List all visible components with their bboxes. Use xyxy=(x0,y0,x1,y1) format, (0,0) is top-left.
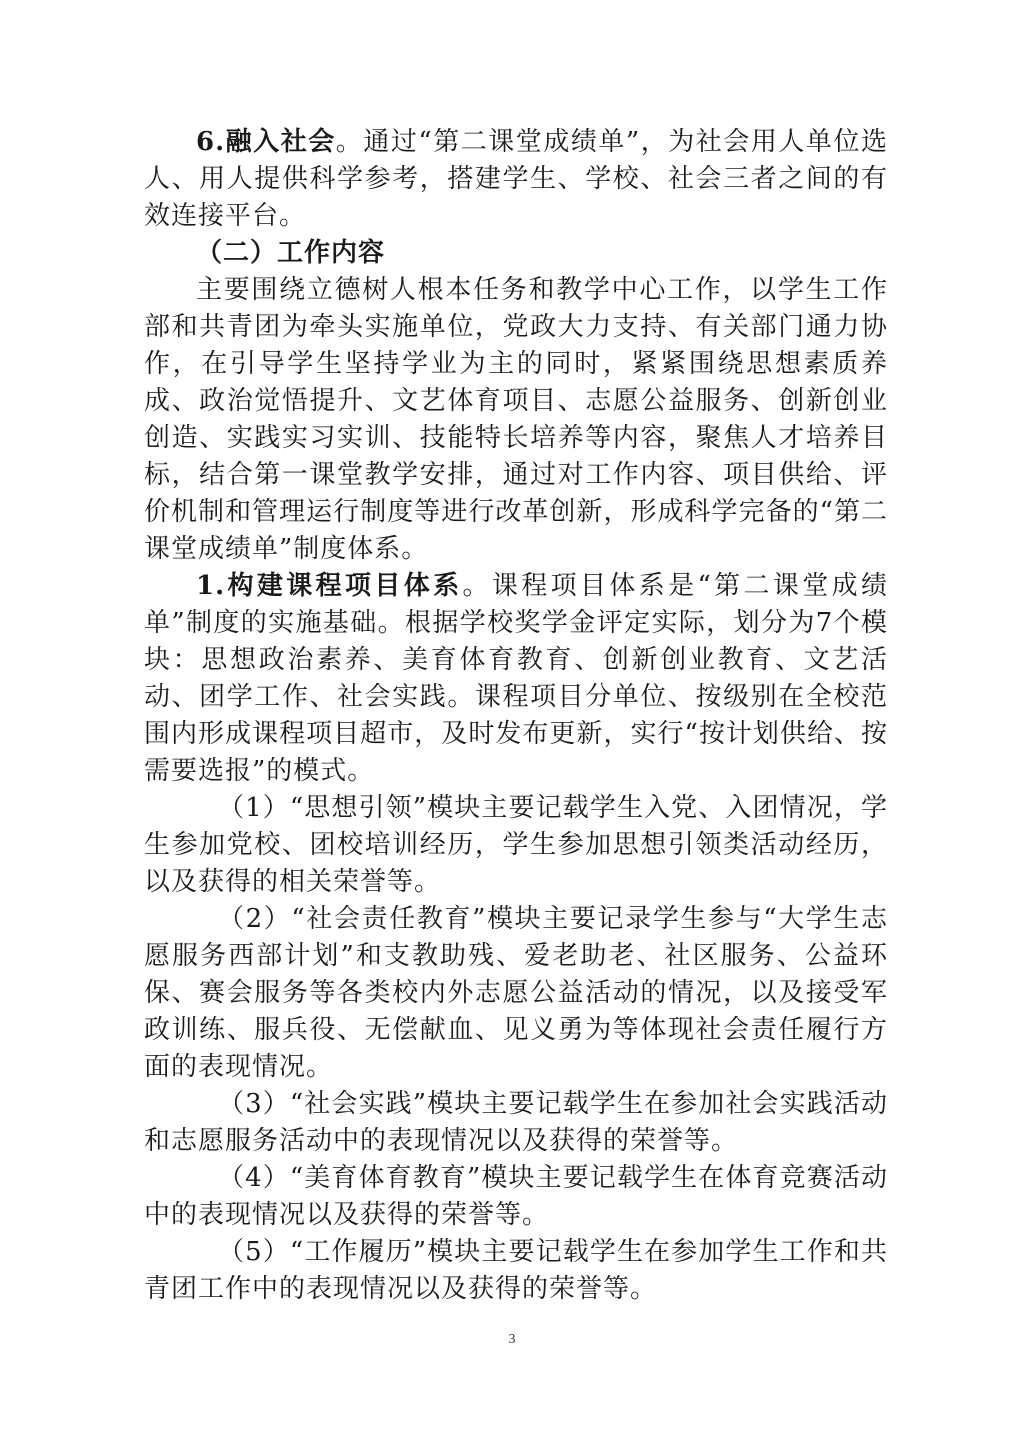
list-item: （1）“思想引领”模块主要记载学生入党、入团情况，学生参加党校、团校培训经历，学生参加思想引领类活动经历，以及获得的相关荣誉等。 xyxy=(144,793,888,897)
document-page xyxy=(144,124,888,1308)
paragraph-lead: 6.融入社会 xyxy=(196,127,336,157)
paragraph-text: 。课程项目体系是“第二课堂成绩单”制度的实施基础。根据学校奖学金评定实际，划分为7个模块：思想政治素养、美育体育教育、创新创业教育、文艺活动、团学工作、社会实践。课程项目分单位、按级别在全校范围内形成课程项目超市，及时发布更新，实行“按计划供给、按需要选报”的模式。 xyxy=(144,571,888,786)
paragraph-text: 。通过“第二课堂成绩单”，为社会用人单位选人、用人提供科学参考，搭建学生、学校、社会三者之间的有效连接平台。 xyxy=(144,127,888,231)
page-number: 3 xyxy=(508,1332,516,1347)
paragraph-integrate-society xyxy=(144,124,888,235)
paragraph-course-system xyxy=(144,568,888,790)
list-item: （4）“美育体育教育”模块主要记载学生在体育竞赛活动中的表现情况以及获得的荣誉等。 xyxy=(144,1163,888,1230)
list-item: （5）“工作履历”模块主要记载学生在参加学生工作和共青团工作中的表现情况以及获得的荣誉等。 xyxy=(144,1237,888,1304)
section-heading: （二）工作内容 xyxy=(196,238,386,268)
paragraph-lead: 1.构建课程项目体系 xyxy=(196,571,463,601)
list-item: （2）“社会责任教育”模块主要记录学生参与“大学生志愿服务西部计划”和支教助残、爱老助老、社区服务、公益环保、赛会服务等各类校内外志愿公益活动的情况，以及接受军政训练、服兵役、无偿献血、见义勇为等体现社会责任履行方面的表现情况。 xyxy=(144,904,888,1082)
list-item: （3）“社会实践”模块主要记载学生在参加社会实践活动和志愿服务活动中的表现情况以及获得的荣誉等。 xyxy=(144,1089,888,1156)
paragraph-work-content: 主要围绕立德树人根本任务和教学中心工作，以学生工作部和共青团为牵头实施单位，党政大力支持、有关部门通力协作，在引导学生坚持学业为主的同时，紧紧围绕思想素质养成、政治觉悟提升、文艺体育项目、志愿公益服务、创新创业创造、实践实习实训、技能特长培养等内容，聚焦人才培养目标，结合第一课堂教学安排，通过对工作内容、项目供给、评价机制和管理运行制度等进行改革创新，形成科学完备的“第二课堂成绩单”制度体系。 xyxy=(144,275,888,564)
